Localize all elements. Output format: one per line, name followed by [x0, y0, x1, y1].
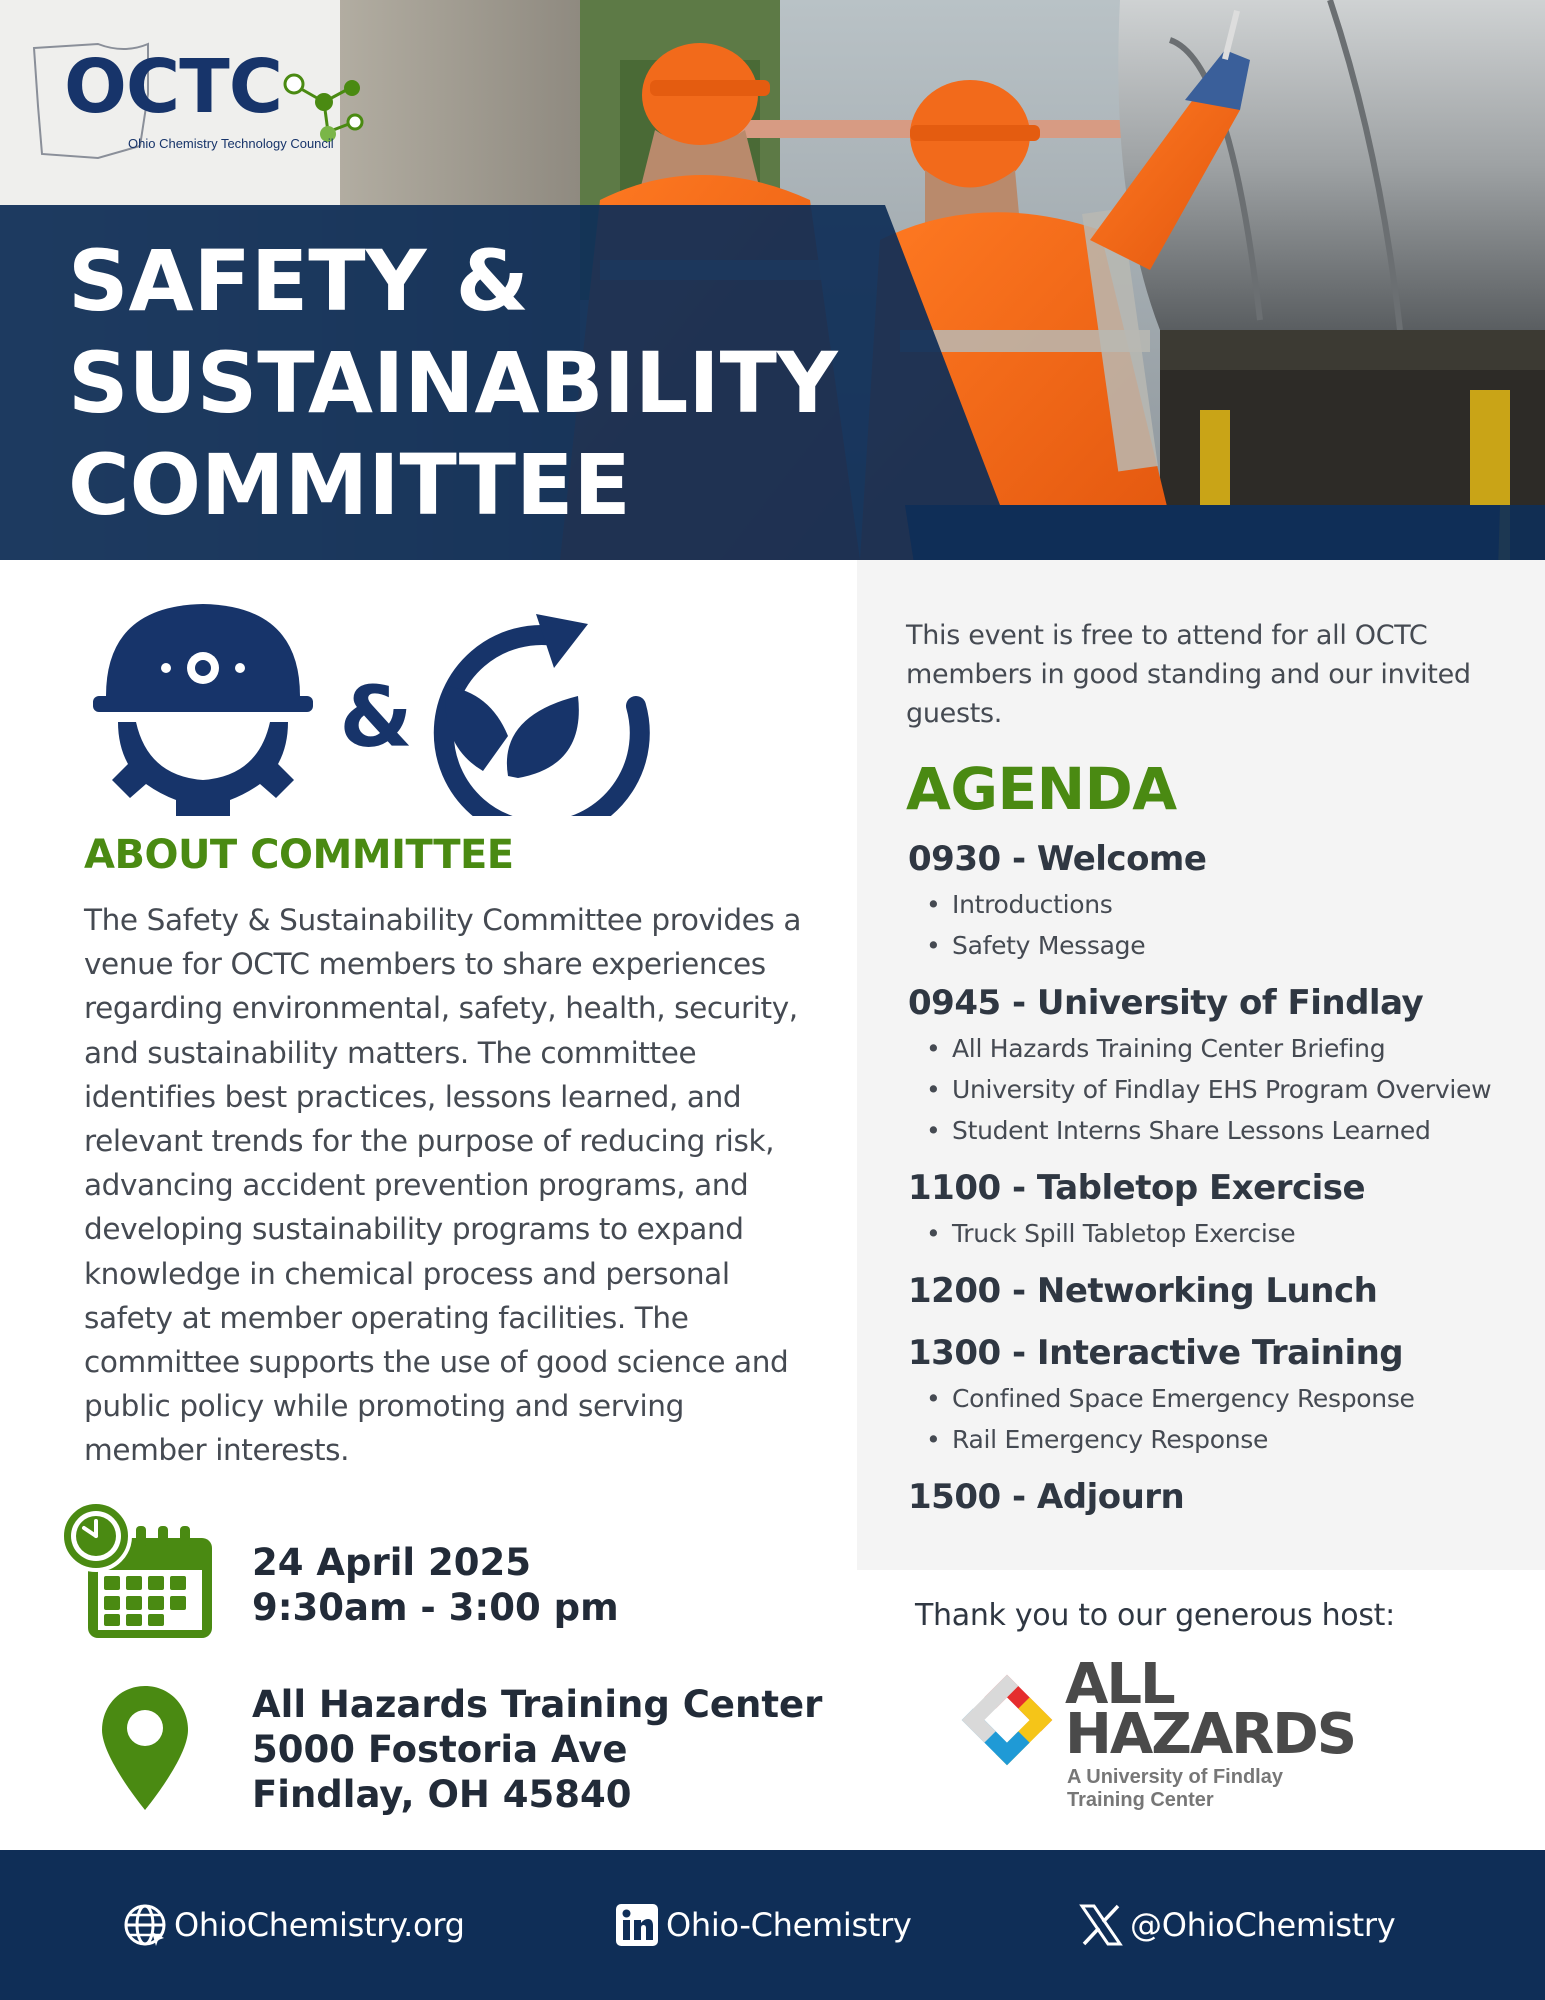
- about-text: The Safety & Sustainability Committee provides a venue for OCTC members to share experiences regarding environmental, safety, health, security, and sustainability matters. The committee identifies best practices, lessons learned, and relevant trends for the purpose of reducing risk, advancing accident prevention programs, and developing sustainability programs to expand knowledge in chemical process and personal safety at member operating facilities. The committee supports the use of good science and public policy while promoting and serving member interests.: [84, 903, 802, 1468]
- logo-subtitle: Ohio Chemistry Technology Council: [128, 136, 334, 151]
- event-time: 9:30am - 3:00 pm: [252, 1586, 619, 1629]
- octc-logo: [28, 36, 368, 166]
- page-title: [68, 230, 868, 536]
- agenda-item: [908, 1163, 1528, 1254]
- agenda-item: [908, 1328, 1528, 1460]
- agenda-title: AGENDA: [906, 755, 1177, 823]
- committee-icons: [88, 596, 668, 816]
- logo-name: OCTC: [64, 44, 282, 130]
- globe-icon: [122, 1902, 168, 1948]
- agenda-sub-list: [908, 884, 1528, 966]
- host-subtitle: [1067, 1766, 1283, 1812]
- host-sub-line: Training Center: [1067, 1789, 1214, 1811]
- agenda-sub-item: • Safety Message: [908, 925, 1528, 966]
- host-name-line: ALL: [1065, 1652, 1174, 1717]
- event-date: 24 April 2025: [252, 1541, 531, 1584]
- title-line: SUSTAINABILITY: [68, 334, 838, 432]
- website-link[interactable]: OhioChemistry.org: [174, 1906, 465, 1944]
- agenda-item: [908, 1472, 1528, 1522]
- agenda-sub-list: [908, 1213, 1528, 1254]
- all-hazards-mark-icon: [955, 1668, 1059, 1772]
- agenda-item: [908, 834, 1528, 966]
- title-line: SAFETY &: [68, 232, 529, 330]
- host-name: [1065, 1652, 1356, 1767]
- footer-website[interactable]: [122, 1900, 465, 1950]
- location-line: 5000 Fostoria Ave: [252, 1728, 628, 1771]
- agenda-item-heading: 1500 - Adjourn: [908, 1477, 1185, 1517]
- agenda-item-heading: 0945 - University of Findlay: [908, 983, 1424, 1023]
- agenda-sub-item: • All Hazards Training Center Briefing: [908, 1028, 1528, 1069]
- event-location: [252, 1682, 822, 1817]
- footer-x[interactable]: [1078, 1900, 1395, 1950]
- footer: [0, 1850, 1545, 2000]
- agenda-item: [908, 978, 1528, 1151]
- linkedin-link[interactable]: Ohio-Chemistry: [666, 1906, 912, 1944]
- agenda-item-heading: 0930 - Welcome: [908, 839, 1207, 879]
- x-logo-icon: [1078, 1902, 1124, 1948]
- agenda-sub-item: • University of Findlay EHS Program Overview: [908, 1069, 1528, 1110]
- agenda-item-heading: 1100 - Tabletop Exercise: [908, 1168, 1366, 1208]
- agenda-sub-item: • Confined Space Emergency Response: [908, 1378, 1528, 1419]
- x-handle-link[interactable]: @OhioChemistry: [1130, 1906, 1396, 1944]
- host-name-line: HAZARDS: [1065, 1702, 1356, 1767]
- agenda-item-heading: 1200 - Networking Lunch: [908, 1271, 1378, 1311]
- about-heading: ABOUT COMMITTEE: [84, 832, 514, 878]
- recycle-leaf-icon: [444, 614, 640, 816]
- agenda-item-heading: 1300 - Interactive Training: [908, 1333, 1404, 1373]
- location-line: All Hazards Training Center: [252, 1683, 823, 1726]
- event-intro: This event is free to attend for all OCTC members in good standing and our invited guests.: [906, 620, 1471, 729]
- agenda-sub-item: • Student Interns Share Lessons Learned: [908, 1110, 1528, 1151]
- location-line: Findlay, OH 45840: [252, 1773, 632, 1816]
- all-hazards-logo: [955, 1652, 1375, 1820]
- event-date-time: [252, 1540, 619, 1630]
- hero-banner: [0, 0, 1545, 560]
- host-thanks: Thank you to our generous host:: [915, 1598, 1395, 1633]
- title-line: COMMITTEE: [68, 436, 631, 534]
- agenda-list: [908, 834, 1528, 1534]
- host-sub-line: A University of Findlay: [1067, 1766, 1283, 1788]
- agenda-sub-list: [908, 1378, 1528, 1460]
- agenda-item: [908, 1266, 1528, 1316]
- agenda-sub-item: • Rail Emergency Response: [908, 1419, 1528, 1460]
- location-pin-icon: [100, 1684, 190, 1812]
- agenda-sub-item: • Introductions: [908, 884, 1528, 925]
- footer-linkedin[interactable]: [614, 1900, 912, 1950]
- agenda-sub-item: • Truck Spill Tabletop Exercise: [908, 1213, 1528, 1254]
- agenda-sub-list: [908, 1028, 1528, 1151]
- calendar-clock-icon: [58, 1500, 218, 1640]
- hardhat-gear-icon: [93, 604, 313, 816]
- linkedin-icon: [614, 1902, 660, 1948]
- ampersand: &: [339, 668, 413, 766]
